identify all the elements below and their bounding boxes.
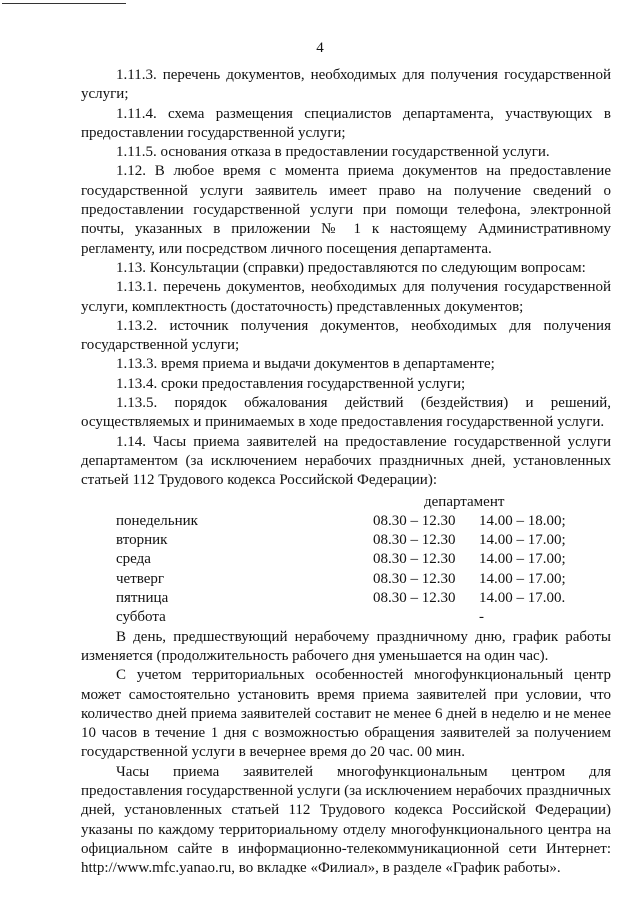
schedule-morning xyxy=(373,608,479,627)
page-number: 4 xyxy=(316,40,324,56)
schedule-morning: 08.30 – 12.30 xyxy=(373,512,456,529)
paragraph-1-13-1: 1.13.1. перечень документов, необходимых для получения государственной услуги, комплектность (достаточность) представленных документов; xyxy=(81,279,611,315)
schedule-day: понедельник xyxy=(116,512,198,529)
schedule-morning: 08.30 – 12.30 xyxy=(373,532,456,549)
schedule-afternoon: 14.00 – 18.00; xyxy=(479,512,566,529)
schedule-day: пятница xyxy=(116,590,169,607)
schedule-day: среда xyxy=(116,551,151,568)
paragraph-mfc-website: Часы приема заявителей многофункциональным центром для предоставления государственной услуги (за исключением нерабочих праздничных дней, установленных статьей 112 Трудового кодекса Российской Федерации) указаны по каждому территориальному отделу многофункционального центра на официальном сайте в информационно-телекоммуникационной сети Интернет: http://www.mfc.yanao.ru, во вкладке «Филиал», в разделе «График работы». xyxy=(81,763,611,877)
schedule-day: суббота xyxy=(116,609,166,626)
paragraph-1-14: 1.14. Часы приема заявителей на предоставление государственной услуги департаментом (за исключением нерабочих праздничных дней, установленных статьей 112 Трудового кодекса Российской Федерации): xyxy=(81,433,611,489)
schedule-morning: 08.30 – 12.30 xyxy=(373,590,456,607)
paragraph-1-13: 1.13. Консультации (справки) предоставляются по следующим вопросам: xyxy=(116,259,586,276)
paragraph-1-13-5: 1.13.5. порядок обжалования действий (бездействия) и решений, осуществляемых и принимаемых в ходе предоставления государственной услуги. xyxy=(81,395,611,431)
schedule-morning: 08.30 – 12.30 xyxy=(373,570,456,587)
schedule-row xyxy=(81,531,611,550)
paragraph-mfc-hours: С учетом территориальных особенностей многофункциональный центр может самостоятельно установить время приема заявителей при условии, что количество дней приема заявителей составит не менее 6 дней в неделю и не менее 10 часов в течение 1 дня с возможностью обращения заявителей за получением государственной услуги в вечернее время до 20 час. 00 мин. xyxy=(81,667,611,761)
schedule-afternoon: 14.00 – 17.00; xyxy=(479,570,566,587)
schedule-afternoon: 14.00 – 17.00; xyxy=(479,532,566,549)
paragraph-1-11-3: 1.11.3. перечень документов, необходимых для получения государственной услуги; xyxy=(81,67,611,103)
schedule-row xyxy=(81,608,611,627)
paragraph-holiday-note: В день, предшествующий нерабочему праздничному дню, график работы изменяется (продолжительность рабочего дня уменьшается на один час). xyxy=(81,628,611,664)
paragraph-1-13-3: 1.13.3. время приема и выдачи документов в департаменте; xyxy=(116,356,495,373)
schedule-afternoon: 14.00 – 17.00. xyxy=(479,590,566,607)
schedule-day: вторник xyxy=(116,532,168,549)
schedule-table xyxy=(81,512,611,628)
schedule-afternoon: 14.00 – 17.00; xyxy=(479,551,566,568)
paragraph-1-13-2: 1.13.2. источник получения документов, необходимых для получения государственной услуги; xyxy=(81,317,611,354)
paragraph-1-12: 1.12. В любое время с момента приема документов на предоставление государственной услуги заявитель имеет право на получение сведений о предоставлении государственной услуги при помощи телефона, электронной почты, указанных в приложении № 1 к настоящему Административному регламенту, или посредством личного посещения департамента. xyxy=(81,163,611,257)
schedule-row xyxy=(81,512,611,531)
schedule-row xyxy=(81,550,611,569)
schedule-row xyxy=(81,570,611,589)
paragraph-1-11-5: 1.11.5. основания отказа в предоставлении государственной услуги. xyxy=(116,144,550,161)
paragraph-1-11-4: 1.11.4. схема размещения специалистов департамента, участвующих в предоставлении государственной услуги; xyxy=(81,105,611,141)
document-body xyxy=(81,66,611,878)
top-rule xyxy=(2,3,126,4)
schedule-morning: 08.30 – 12.30 xyxy=(373,551,456,568)
schedule-header: департамент xyxy=(424,493,505,510)
schedule-day: четверг xyxy=(116,570,165,587)
paragraph-1-13-4: 1.13.4. сроки предоставления государственной услуги; xyxy=(116,375,466,392)
schedule-afternoon: - xyxy=(479,609,484,626)
schedule-row xyxy=(81,589,611,608)
